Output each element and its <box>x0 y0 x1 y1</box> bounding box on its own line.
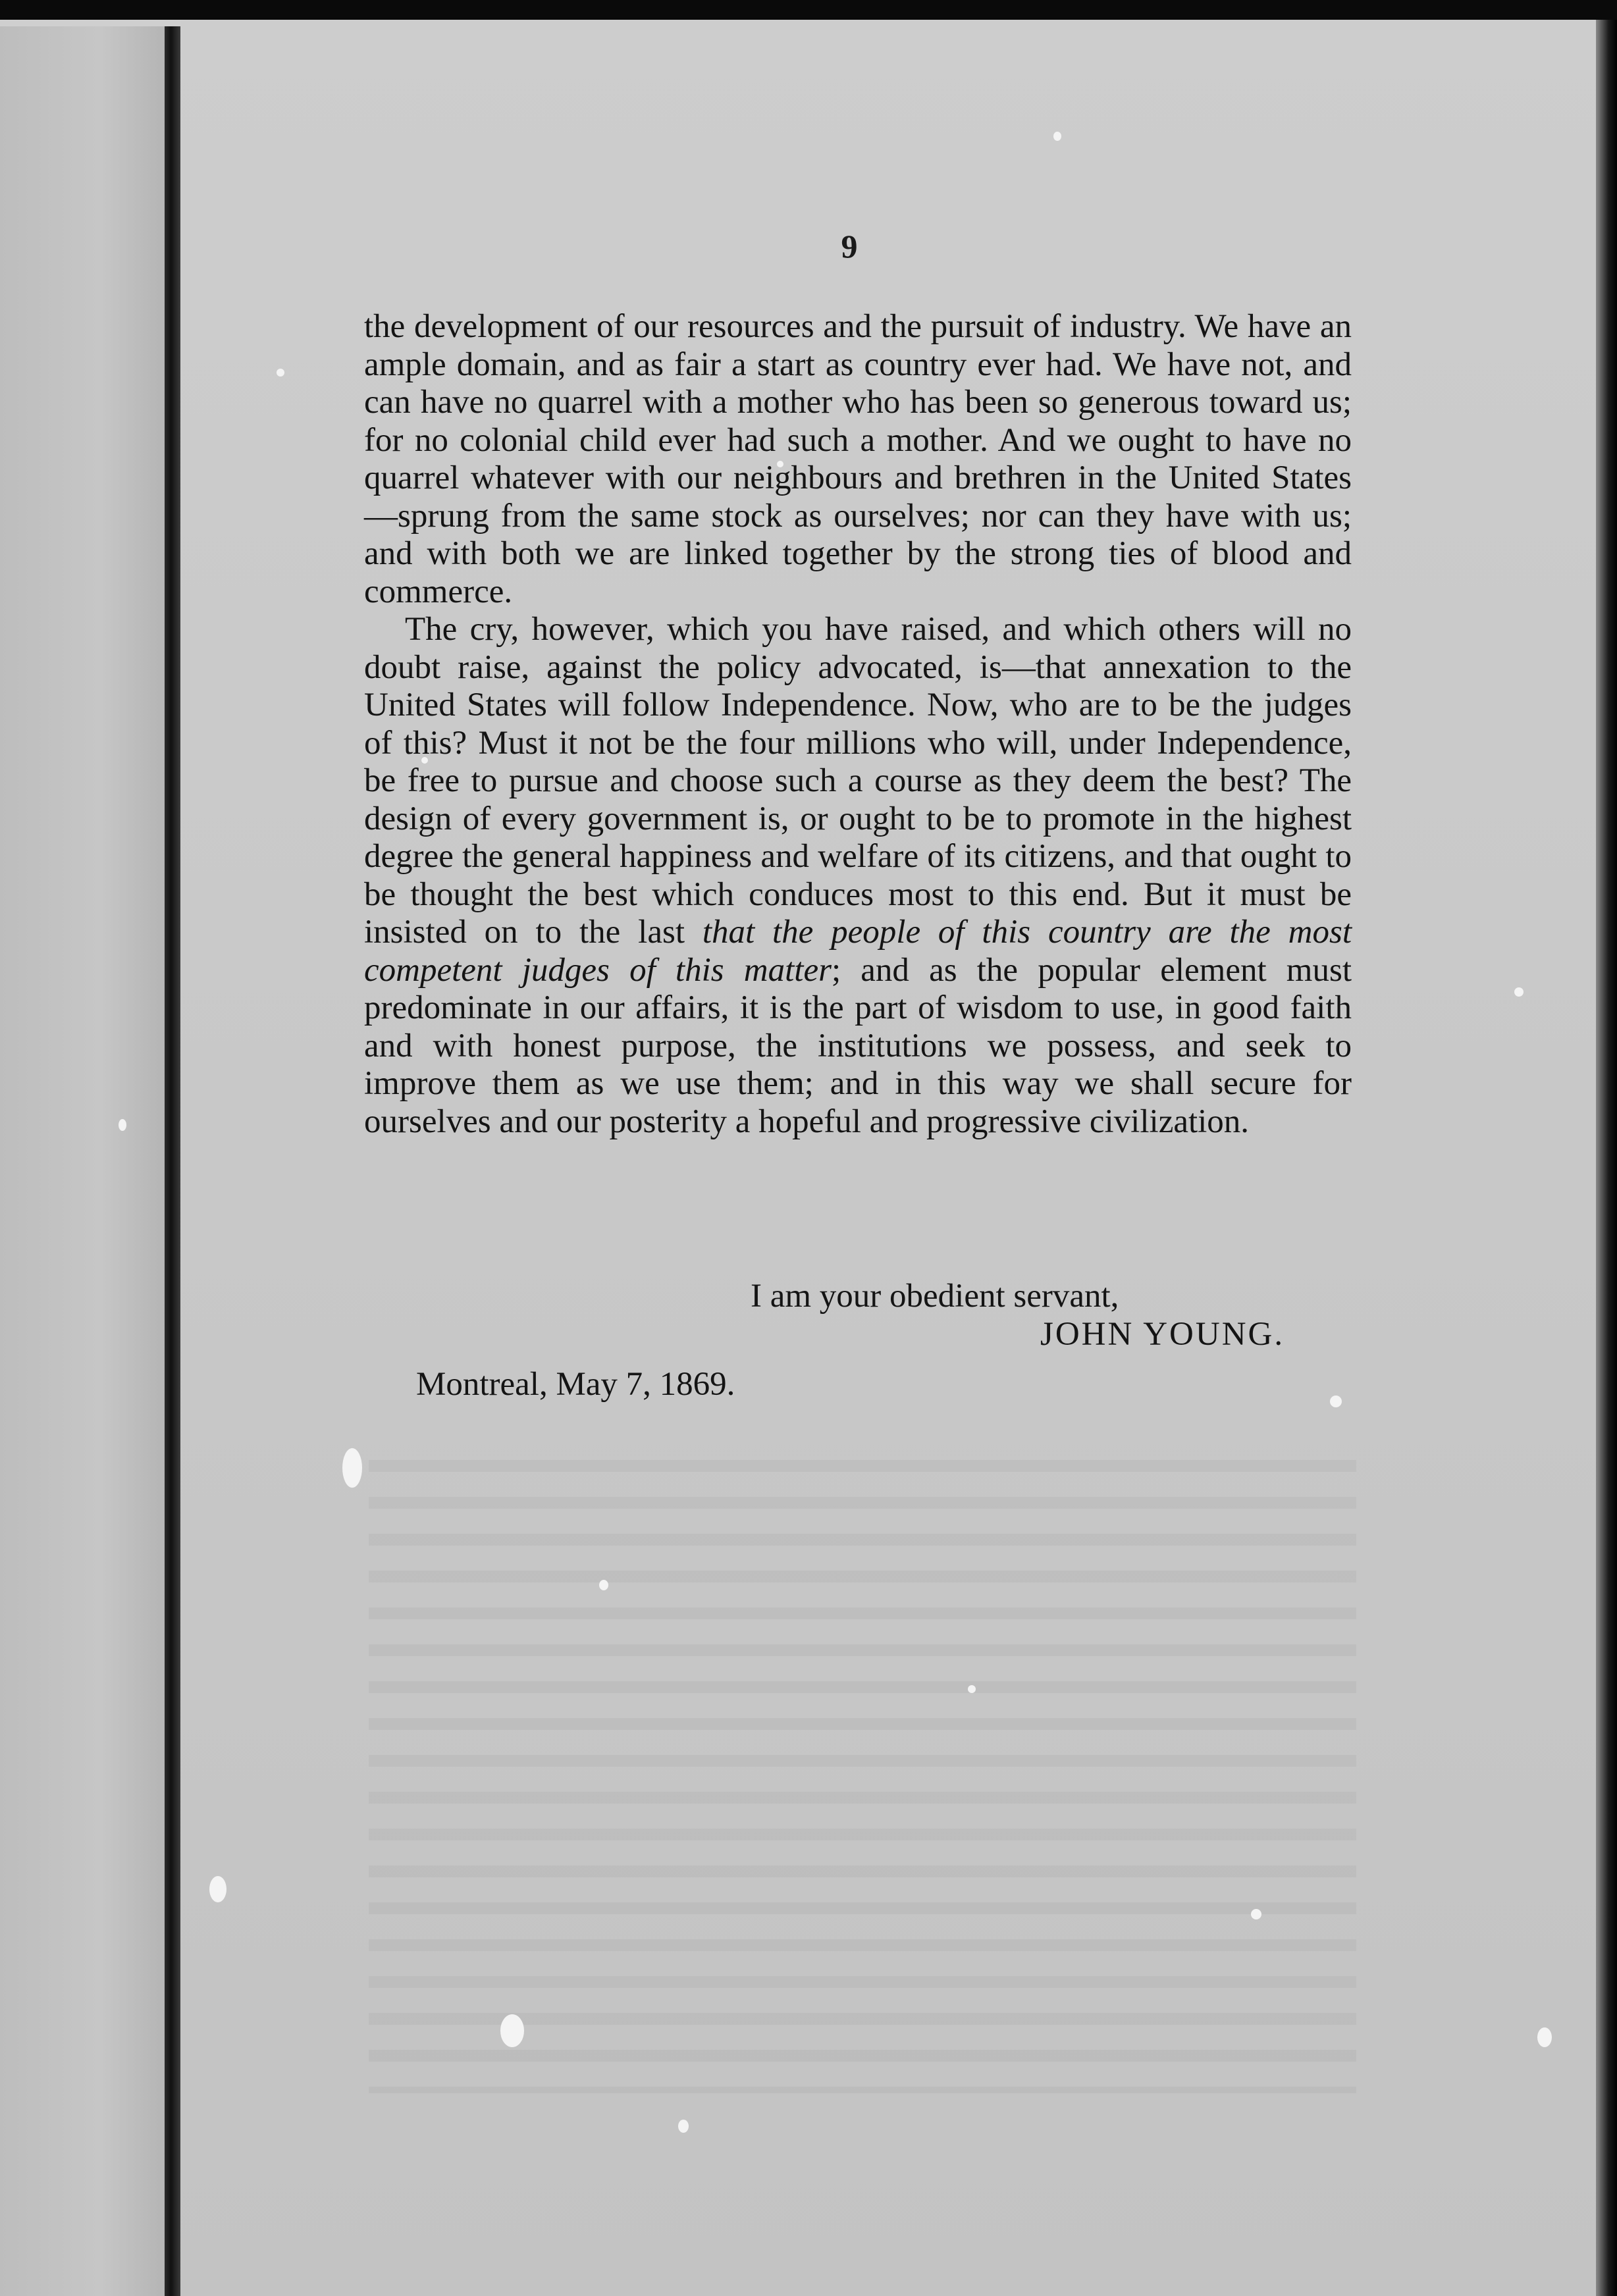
show-through-text <box>369 1435 1356 2093</box>
place-and-date: Montreal, May 7, 1869. <box>416 1366 735 1403</box>
dust-speck <box>1330 1396 1342 1407</box>
dust-speck <box>1514 987 1524 997</box>
text-line: States—sprung from the same stock as ourselves; nor can <box>364 459 1352 535</box>
dust-speck <box>599 1580 608 1590</box>
text-line: We have an ample domain, and as fair a start as country ever <box>364 308 1352 383</box>
text-line: the strong ties of blood and commerce. <box>364 535 1352 610</box>
closing-salutation: I am your obedient servant, <box>751 1278 1119 1315</box>
paragraph-text: The cry, however, which you have raised, and which others will no doubt raise, against the policy advocated, is—that annexation to the United States will follow Independence. Now, who are to be the judges of this? Must it not be the four millions who will, under Independence, be free to pursue and choose such a course as they deem the best? The design of every government is, or ought to be to promote in the highest degree the general happiness and welfare of its citizens, and that ought to be thought the best which conduces most to this end. But it must be insisted on to the last <box>364 611 1352 951</box>
text-line: who has been so generous toward us; for no colonial child <box>364 384 1352 459</box>
dust-speck <box>277 369 284 377</box>
dust-speck <box>119 1119 126 1131</box>
paragraph-continuation <box>364 308 1352 611</box>
text-line: the development of our resources and the pursuit of industry. <box>364 308 1195 345</box>
scan-right-border <box>1596 20 1617 2296</box>
dust-speck <box>342 1448 362 1488</box>
dust-speck <box>1251 1909 1261 1919</box>
dust-speck <box>209 1876 226 1902</box>
text-line: had. We have not, and can have no quarrel with a mother <box>364 346 1352 421</box>
page-number: 9 <box>841 228 858 265</box>
signature: JOHN YOUNG. <box>1040 1316 1285 1353</box>
text-line: they have with us; and with both we are linked together by <box>364 497 1352 572</box>
letter-body <box>364 308 1352 1141</box>
text-line: whatever with our neighbours and brethren in the United <box>471 459 1272 496</box>
italic-emphasis: that the people of this country are the most competent judges of this matter <box>364 914 1352 989</box>
dust-speck <box>500 2014 524 2047</box>
scan-top-border <box>0 0 1617 20</box>
book-gutter <box>165 26 180 2296</box>
text-line: ever had such a mother. And we ought to have no quarrel <box>364 421 1352 496</box>
facing-page-edge <box>0 26 168 2296</box>
dust-speck <box>678 2120 689 2133</box>
paragraph-annexation <box>364 611 1352 1141</box>
paragraph-text: ; and as the popular element must predominate in our affairs, it is the part of wisdom to use, in good faith and with honest purpose, the institutions we possess, and seek to improve them as we use them; and in this way we shall secure for ourselves and our posterity a hopeful and progressive civilization. <box>364 951 1352 1140</box>
dust-speck <box>968 1685 976 1693</box>
dust-speck <box>1537 2027 1552 2047</box>
dust-speck <box>1053 132 1061 141</box>
